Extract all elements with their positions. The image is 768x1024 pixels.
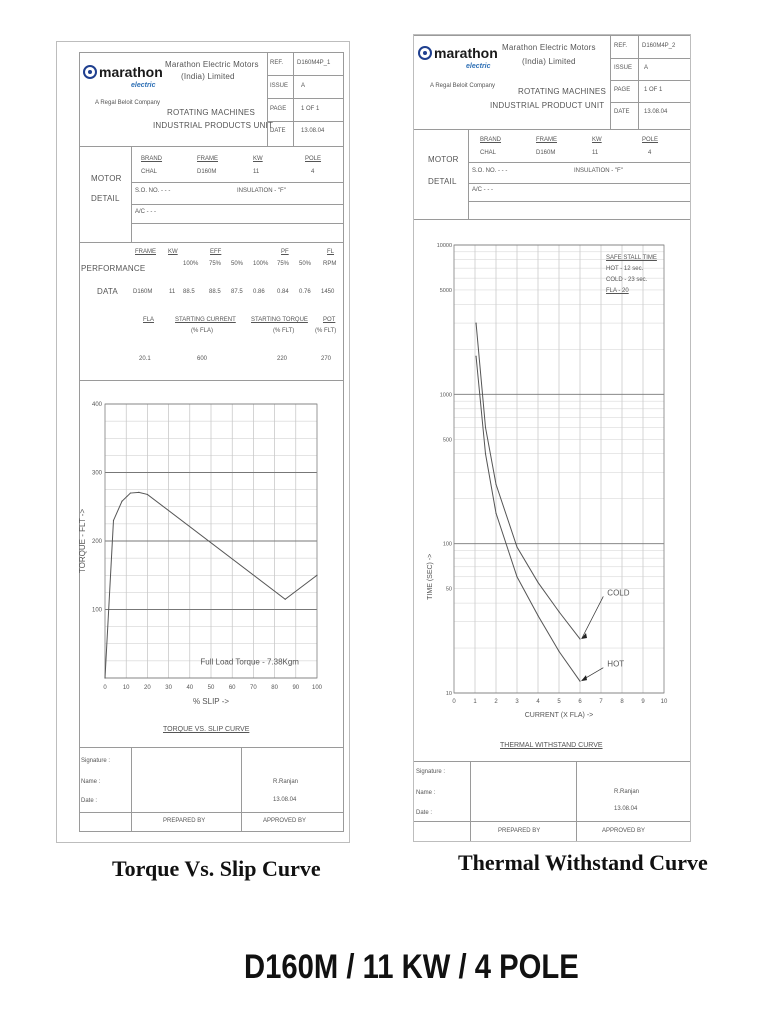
thermal-datasheet <box>413 34 691 842</box>
issue-label: ISSUE <box>270 83 289 89</box>
fla-header: FLA <box>143 317 155 323</box>
torque-point <box>138 492 139 493</box>
company-tagline: A Regal Beloit Company <box>95 100 161 106</box>
frame-value: D160M <box>197 169 217 175</box>
name-label: Name : <box>81 779 101 785</box>
date-value: 13.08.04 <box>644 109 668 115</box>
issue-value: A <box>301 83 306 89</box>
hot-point <box>516 576 517 577</box>
sign-date-label: Date : <box>416 810 433 816</box>
motor-label: MOTOR <box>91 174 122 183</box>
torque-slip-chart <box>57 382 349 752</box>
pf-col-50: 50% <box>299 261 312 267</box>
pf-100: 0.86 <box>253 289 265 295</box>
pf-50: 0.76 <box>299 289 311 295</box>
approved-by: APPROVED BY <box>602 828 646 834</box>
logo-word: marathon <box>99 64 163 80</box>
marathon-logo-icon <box>418 46 432 60</box>
rpm-value: 1450 <box>321 289 335 295</box>
logo-sub: electric <box>466 63 491 70</box>
legend-title: SAFE STALL TIME <box>606 255 657 261</box>
logo-word: marathon <box>434 45 498 61</box>
x-tick-label: 8 <box>620 699 624 705</box>
marathon-logo <box>83 64 163 80</box>
hot-point <box>475 356 476 357</box>
eff-header: EFF <box>210 249 222 255</box>
starting-torque-sub: (% FLT) <box>273 328 295 334</box>
signature-label: Signature : <box>81 758 111 764</box>
eff-50: 87.5 <box>231 289 243 295</box>
date-label: DATE <box>270 128 286 134</box>
x-tick-label: 100 <box>311 685 323 691</box>
date-value: 13.08.04 <box>301 128 325 134</box>
date-label: DATE <box>614 109 630 115</box>
torque-chart-title: TORQUE VS. SLIP CURVE <box>163 726 250 733</box>
pot-header: POT <box>323 317 336 323</box>
eff-col-50: 50% <box>231 261 244 267</box>
x-tick-label: 40 <box>186 685 194 691</box>
cold-point <box>485 427 486 428</box>
perf-frame: D160M <box>133 289 153 295</box>
rpm-header: RPM <box>323 261 337 267</box>
thermal-caption: Thermal Withstand Curve <box>458 850 708 875</box>
starting-current-value: 600 <box>197 356 208 362</box>
insulation: INSULATION - "F" <box>237 188 286 194</box>
detail-label: DETAIL <box>91 194 120 203</box>
pf-col-100: 100% <box>253 261 269 267</box>
hot-curve <box>476 356 580 681</box>
brand-value: CHAL <box>141 169 158 175</box>
unit-line-1: ROTATING MACHINES <box>167 108 255 117</box>
x-tick-label: 4 <box>536 699 540 705</box>
sign-date-label: Date : <box>81 798 98 804</box>
cold-leader <box>582 596 603 638</box>
hot-label: HOT <box>607 659 625 669</box>
kw-value: 11 <box>253 169 260 175</box>
page-label: PAGE <box>614 87 631 93</box>
ac-number: A/C - - - <box>135 209 156 215</box>
brand-header: BRAND <box>480 137 502 143</box>
cold-point <box>558 611 559 612</box>
perf-kw: 11 <box>169 289 176 295</box>
frame-value: D160M <box>536 150 556 156</box>
brand-header: BRAND <box>141 156 163 162</box>
y-tick-label: 10000 <box>436 243 452 249</box>
unit-line-1: ROTATING MACHINES <box>518 87 606 96</box>
frame-header: FRAME <box>536 137 557 143</box>
approver-name: R.Ranjan <box>273 779 299 785</box>
issue-value: A <box>644 65 649 71</box>
y-axis-label: TORQUE - FLT -> <box>78 508 87 574</box>
y-tick-label: 400 <box>91 402 102 408</box>
hot-point <box>485 453 486 454</box>
x-tick-label: 0 <box>452 699 456 705</box>
fl-header: FL <box>327 249 335 255</box>
y-tick-label: 5000 <box>439 287 452 294</box>
torque-datasheet <box>56 41 350 843</box>
torque-point <box>113 520 114 521</box>
x-axis-label: CURRENT (X FLA) -> <box>524 712 594 719</box>
hot-point <box>495 513 496 514</box>
x-tick-label: 3 <box>515 699 519 705</box>
so-number: S.O. NO. - - - <box>472 168 508 174</box>
ref-value: D160M4P_2 <box>642 43 676 49</box>
ac-number: A/C - - - <box>472 187 493 193</box>
pf-col-75: 75% <box>277 261 290 267</box>
x-tick-label: 80 <box>271 685 278 691</box>
y-tick-label: 200 <box>91 539 102 545</box>
approved-by: APPROVED BY <box>263 818 307 824</box>
unit-line-2: INDUSTRIAL PRODUCTS UNIT <box>153 121 274 130</box>
cold-point <box>475 322 476 323</box>
eff-75: 88.5 <box>209 289 221 295</box>
kw-header: KW <box>253 156 263 162</box>
pole-value: 4 <box>311 169 315 175</box>
x-tick-label: 10 <box>660 699 668 705</box>
page-value: 1 OF 1 <box>301 106 320 112</box>
frame-header: FRAME <box>197 156 218 162</box>
logo-sub: electric <box>131 82 156 89</box>
fla-value: 20.1 <box>139 356 151 362</box>
unit-line-2: INDUSTRIAL PRODUCT UNIT <box>490 101 605 110</box>
kw-header: KW <box>592 137 602 143</box>
hot-point <box>579 681 580 682</box>
cold-curve <box>476 323 580 639</box>
company-name: Marathon Electric Motors <box>165 60 259 69</box>
pot-value: 270 <box>321 356 332 362</box>
y-axis-label: TIME (SEC) -> <box>427 553 434 600</box>
torque-point <box>121 501 122 502</box>
perf-frame-header: FRAME <box>135 249 156 255</box>
ref-label: REF. <box>614 43 628 49</box>
full-load-torque-note: Full Load Torque - 7.38Kgm <box>200 657 299 667</box>
cold-point <box>579 638 580 639</box>
performance-label: PERFORMANCE <box>81 264 146 273</box>
insulation: INSULATION - "F" <box>574 168 623 174</box>
torque-caption: Torque Vs. Slip Curve <box>112 856 321 881</box>
prepared-by: PREPARED BY <box>163 818 206 824</box>
y-tick-label: 1000 <box>439 392 452 399</box>
torque-point <box>285 599 286 600</box>
x-tick-label: 9 <box>641 699 645 705</box>
hot-arrowhead <box>581 675 587 681</box>
page-label: PAGE <box>270 106 287 112</box>
approver-date: 13.08.04 <box>614 806 638 812</box>
main-title: D160M / 11 KW / 4 POLE <box>244 948 579 986</box>
legend-fla: FLA - 20 <box>606 288 629 294</box>
thermal-chart-title: THERMAL WITHSTAND CURVE <box>500 742 603 749</box>
page-value: 1 OF 1 <box>644 87 663 93</box>
company-name-2: (India) Limited <box>522 57 576 66</box>
x-tick-label: 90 <box>292 685 300 691</box>
x-tick-label: 1 <box>473 699 477 705</box>
starting-torque-value: 220 <box>277 356 288 362</box>
ref-value: D160M4P_1 <box>297 60 331 66</box>
legend-cold: COLD - 23 sec. <box>606 277 648 283</box>
company-tagline: A Regal Beloit Company <box>430 83 496 89</box>
starting-torque-header: STARTING TORQUE <box>251 317 308 323</box>
hot-point <box>537 615 538 616</box>
hot-point <box>558 651 559 652</box>
x-tick-label: 2 <box>494 699 498 705</box>
company-name-2: (India) Limited <box>181 72 235 81</box>
x-tick-label: 0 <box>103 685 107 691</box>
x-tick-label: 7 <box>599 699 603 705</box>
torque-point <box>130 492 131 493</box>
kw-value: 11 <box>592 150 599 156</box>
cold-point <box>537 582 538 583</box>
y-tick-label: 10 <box>445 691 452 697</box>
eff-col-75: 75% <box>209 261 222 267</box>
pole-value: 4 <box>648 150 652 156</box>
y-tick-label: 300 <box>91 470 102 477</box>
y-tick-label: 100 <box>91 607 102 614</box>
x-axis-label: % SLIP -> <box>192 697 230 706</box>
eff-100: 88.5 <box>183 289 195 295</box>
x-tick-label: 5 <box>557 699 561 705</box>
approver-name: R.Ranjan <box>614 789 640 795</box>
name-label: Name : <box>416 790 436 796</box>
pf-75: 0.84 <box>277 289 289 295</box>
x-tick-label: 20 <box>144 685 151 691</box>
prepared-by: PREPARED BY <box>498 828 541 834</box>
x-tick-label: 30 <box>165 685 172 691</box>
y-tick-label: 500 <box>442 437 452 444</box>
brand-value: CHAL <box>480 150 497 156</box>
signature-label: Signature : <box>416 769 446 775</box>
x-tick-label: 50 <box>207 685 215 691</box>
marathon-logo-icon <box>83 65 97 79</box>
ref-label: REF. <box>270 60 284 66</box>
pole-header: POLE <box>305 156 322 162</box>
y-tick-label: 50 <box>445 586 452 593</box>
cold-label: COLD <box>607 588 630 598</box>
pot-sub: (% FLT) <box>315 328 337 334</box>
issue-label: ISSUE <box>614 65 633 71</box>
x-tick-label: 70 <box>250 685 257 691</box>
detail-label: DETAIL <box>428 177 457 186</box>
thermal-withstand-chart <box>414 225 690 765</box>
company-name: Marathon Electric Motors <box>502 43 596 52</box>
cold-point <box>495 484 496 485</box>
x-tick-label: 10 <box>122 685 130 691</box>
torque-point <box>316 575 317 576</box>
marathon-logo-right <box>418 45 498 61</box>
motor-label: MOTOR <box>428 155 459 164</box>
perf-kw-header: KW <box>168 249 178 255</box>
so-number: S.O. NO. - - - <box>135 188 171 194</box>
data-label: DATA <box>97 287 118 296</box>
torque-point <box>147 494 148 495</box>
y-tick-label: 100 <box>442 541 452 548</box>
cold-point <box>516 546 517 547</box>
torque-point <box>104 677 105 678</box>
eff-col-100: 100% <box>183 261 199 267</box>
starting-current-sub: (% FLA) <box>191 328 214 334</box>
approver-date: 13.08.04 <box>273 797 297 803</box>
pf-header: PF <box>281 249 289 255</box>
x-tick-label: 60 <box>228 685 236 691</box>
legend-hot: HOT - 12 sec. <box>606 266 644 272</box>
x-tick-label: 6 <box>578 699 582 705</box>
starting-current-header: STARTING CURRENT <box>175 317 236 323</box>
pole-header: POLE <box>642 137 659 143</box>
